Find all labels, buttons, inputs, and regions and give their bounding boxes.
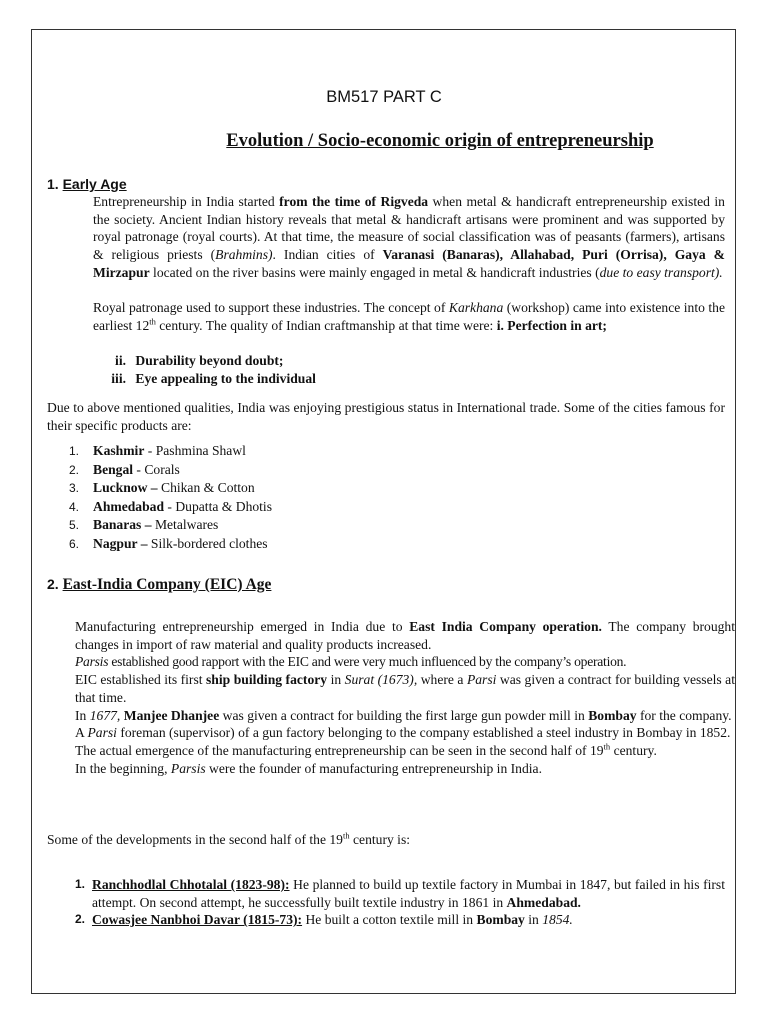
separator: - [164,498,176,514]
text-run: He planned to build up textile factory in Mumbai in 1847, but failed in his first attempt. On second attempt, he successfully built textile industry in 1861 in [92,877,725,910]
course-code: BM517 PART C [326,88,442,106]
section1-paragraph-1 [93,193,725,282]
quality-number: iii. [111,370,126,386]
section1-paragraph-3: Due to above mentioned qualities, India was enjoying prestigious status in International trade. Some of the cities famous for their specific products are: [47,400,725,433]
city-product: Corals [144,461,180,477]
qualities-list [104,352,316,387]
text-run: Entrepreneurship in India started [93,194,280,209]
quality-item-1: i. Perfection in art; [496,317,607,333]
superscript: th [603,741,611,752]
text-run: EIC established its first [75,672,207,688]
city-product: Chikan & Cotton [161,480,255,496]
quality-number: ii. [115,353,126,368]
list-number: 1. [75,877,86,891]
italic-run: Parsi [466,672,497,688]
list-number: 3. [69,481,80,496]
text-run: In [75,707,90,723]
person-name: Ranchhodlal Chhotalal (1823-98): [92,877,290,892]
list-item [69,442,272,461]
list-item [69,516,272,535]
city-name: Ahmedabad [93,498,165,514]
person-name: Cowasjee Nanbhoi Davar (1815-73): [92,912,303,928]
list-number: 6. [69,536,80,551]
section2-paragraph-7 [75,760,735,778]
text-run: The actual emergence of the manufacturing entrepreneurship can be seen in the second half of 19 [75,742,604,758]
italic-run: Surat (1673), [344,672,418,688]
city-name: Nagpur [93,535,138,551]
text-run: was given a contract for building the first large gun powder mill in [219,707,589,723]
text-run: The company brought changes in import of raw material and quality products increased. [75,619,736,652]
text-run: He built a cotton textile mill in [302,912,477,928]
bold-run: Bombay [588,707,637,723]
italic-run: Parsis [75,654,109,670]
city-product: Metalwares [154,517,219,533]
text-run: century. The quality of Indian craftmanship at that time were: [155,317,497,333]
list-item [69,479,272,498]
section2-paragraph-3 [75,671,735,706]
text-run: located on the river basins were mainly engaged in metal & handicraft industries ( [149,264,600,280]
italic-run: Parsi [87,725,117,741]
bold-run: Ahmedabad. [506,894,581,910]
list-item [69,498,272,517]
separator: – [137,535,151,551]
section1-paragraph-2 [93,299,725,334]
cities-list [69,442,272,554]
city-name: Kashmir [93,443,145,458]
separator: - [144,443,156,458]
section2-paragraph-4 [75,707,735,725]
section2-heading [47,576,271,594]
section1-title: Early Age [62,176,127,192]
list-number: 2. [75,912,86,927]
text-run: when metal & handicraft entrepreneurship existed in the society. Ancient Indian history reveals that metal & handicraft artisans were prominent and was supported by royal patronage (royal courts). At that time, the measure of social classification was of peasants (farmers), artisans & religious priests ( [93,194,725,263]
development-item-1 [75,876,725,911]
bold-run: from the time of Rigveda [279,194,429,209]
text-run: foreman (supervisor) of a gun factory belonging to the company established a steel industry in Bombay in 1852. [116,725,731,741]
bold-run: ship building factory [206,672,328,688]
section2-number: 2. [47,576,59,592]
list-number: 4. [69,499,80,514]
section1-heading [47,176,127,192]
text-run: in [327,672,345,688]
text-run: (workshop) came into existence into the earliest 12 [93,300,725,333]
city-name: Bengal [93,461,134,477]
italic-run: Brahmins) [215,247,273,263]
bold-run: Varanasi (Banaras), Allahabad, Puri (Orrisa), Gaya & Mirzapur [93,247,725,280]
text-run: were the founder of manufacturing entrepreneurship in India. [205,760,542,776]
section2-paragraph-8 [47,831,725,849]
list-item [69,461,272,480]
section2-paragraph-1 [75,618,735,653]
text-run: for the company. [636,707,732,723]
text-run: established good rapport with the EIC and were very much influenced by the company’s operation. [108,654,627,670]
bold-run: East India Company operation. [409,619,602,634]
city-product: Pashmina Shawl [155,443,246,458]
list-number: 5. [69,518,80,533]
bold-run: Manjee Dhanjee [123,707,220,723]
developments-list [75,876,725,929]
section2-title: East-India Company (EIC) Age [62,576,272,593]
list-number: 1. [69,444,80,458]
italic-run: Karkhana [448,300,504,315]
section2-paragraph-2 [75,653,735,671]
text-run: in [524,912,543,928]
city-name: Lucknow [93,480,148,496]
separator: – [147,480,161,496]
text-run: was given a contract for building vessels at that time. [75,672,735,705]
section1-number: 1. [47,176,59,192]
section2-body [75,618,735,777]
list-item [69,535,272,554]
list-number: 2. [69,462,80,477]
city-product: Dupatta & Dhotis [175,498,273,514]
separator: – [141,517,155,533]
superscript: th [149,316,156,327]
italic-run: due to easy transport). [599,264,723,280]
quality-text: Durability beyond doubt; [135,353,284,368]
city-name: Banaras [93,517,142,533]
text-run: century is: [349,832,411,847]
section2-paragraph-5 [75,724,735,742]
text-run: where a [417,672,467,688]
text-run: century. [610,742,657,758]
development-item-2 [75,911,725,929]
section2-paragraph-6 [75,742,735,760]
quality-item-2 [104,352,316,370]
title-wrap [0,131,768,152]
italic-run: Parsis [170,760,206,776]
italic-run: 1677, [89,707,121,723]
city-product: Silk-bordered clothes [150,535,268,551]
text-run: In the beginning, [75,760,171,776]
text-run: Manufacturing entrepreneurship emerged in India due to [75,619,410,634]
bold-run: Bombay [476,912,525,928]
text-run: . Indian cities of [272,247,383,263]
text-run: Some of the developments in the second half of the 19 [47,832,343,847]
quality-text: Eye appealing to the individual [135,370,316,386]
text-run: Royal patronage used to support these industries. The concept of [93,300,449,315]
superscript: th [342,830,350,841]
document-title: Evolution / Socio-economic origin of entrepreneurship [226,131,654,151]
text-run: A [75,725,88,741]
italic-run: 1854. [542,912,573,928]
separator: - [133,461,145,477]
quality-item-3 [104,370,316,388]
